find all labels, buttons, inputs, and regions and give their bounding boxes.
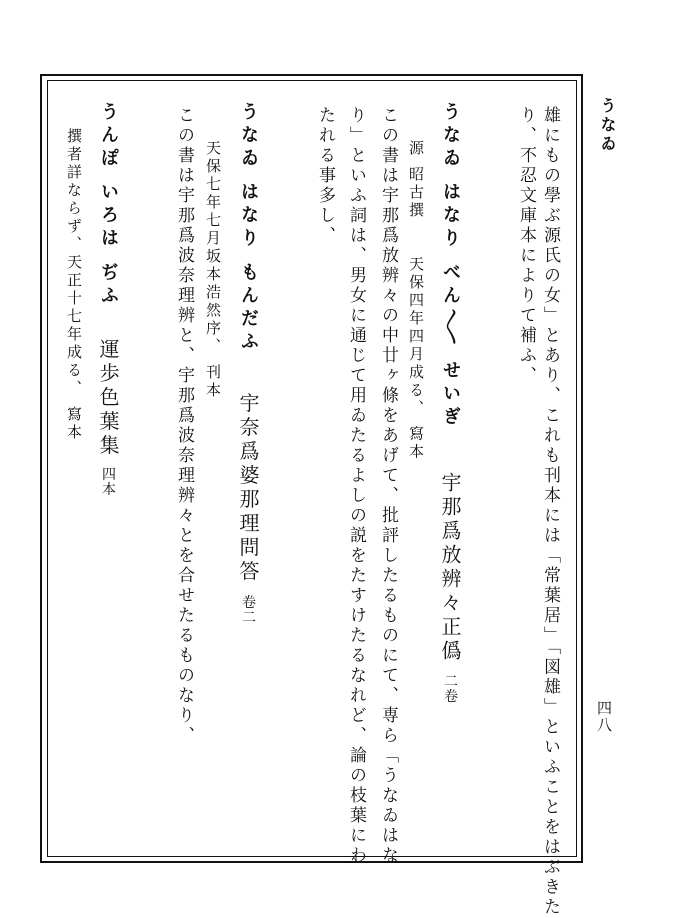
- text-column: この書は宇那爲放辨々の中廿ヶ條をあげて、批評したるものにて、専ら「うなゐはな: [378, 106, 398, 866]
- entry-title: 宇那爲放辨々正僞: [438, 471, 462, 664]
- page-number: 四八: [595, 700, 613, 734]
- text-column: り」といふ詞は、男女に通じて用ゐたるよしの説をたすけたるなれど、論の枝葉にわ: [346, 106, 366, 866]
- text-column: この書は宇那爲波奈理辨と、宇那爲波奈理辨々とを合せたるものなり、: [174, 106, 194, 746]
- entry-heading: [440, 102, 460, 704]
- entry-volumes: 卷二: [240, 594, 256, 625]
- entry-reading: うなゐ はなり もんだふ: [238, 102, 259, 355]
- entry-title: 宇奈爲婆那理問答: [236, 392, 260, 585]
- text-column: 雄にもの學ぶ源氏の女」とあり、これも刊本には「常葉居」「図雄」といふことをはぶきた: [540, 106, 560, 918]
- entry-meta: 源 昭古撰 天保四年四月成る、 寫本: [407, 140, 425, 462]
- entry-volumes: 二卷: [442, 673, 458, 704]
- entry-heading: [98, 102, 118, 497]
- page-border-inner: [47, 80, 577, 857]
- entry-meta: 撰者詳ならず、天正十七年成る、 寫本: [65, 128, 83, 442]
- entry-meta: 天保七年七月坂本浩然序、 刊本: [204, 140, 222, 400]
- text-column: たれる事多し、: [315, 106, 335, 246]
- entry-title: 運歩色葉集: [96, 338, 120, 459]
- entry-heading: [238, 102, 258, 625]
- text-column: り、不忍文庫本によりて補ふ、: [516, 106, 536, 386]
- entry-reading: うんぽ いろは ぢふ: [98, 102, 119, 309]
- running-head: うなゐ: [598, 97, 617, 154]
- entry-volumes: 四本: [100, 466, 116, 497]
- entry-reading: うなゐ はなり べん〳〵 せいぎ: [440, 102, 461, 430]
